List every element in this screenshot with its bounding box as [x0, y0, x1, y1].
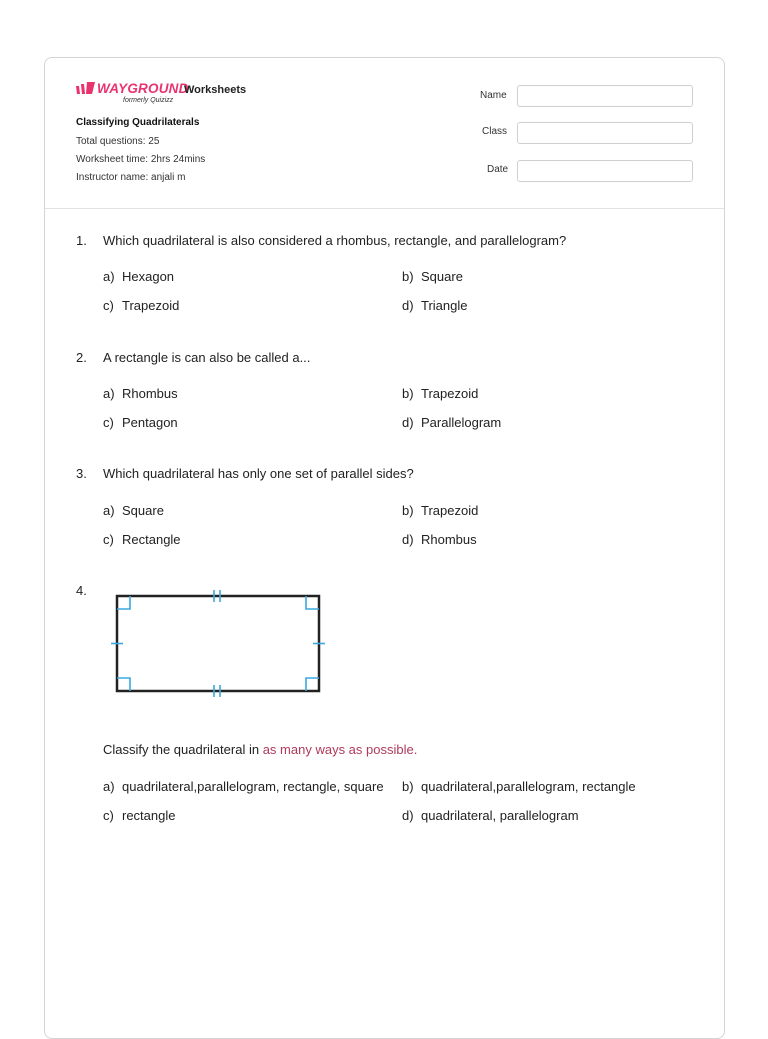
- rectangle-outline: [117, 596, 319, 691]
- option-text: quadrilateral,parallelogram, rectangle, square: [122, 779, 384, 794]
- option-1b[interactable]: [402, 269, 463, 284]
- right-angle-mark-bottom-left: [117, 678, 130, 691]
- section-label: Worksheets: [184, 84, 247, 96]
- option-letter: c): [103, 808, 114, 823]
- name-label: Name: [480, 90, 507, 101]
- question-text: Which quadrilateral has only one set of parallel sides?: [103, 466, 414, 481]
- logo-mark-icon: [76, 82, 96, 95]
- option-4d[interactable]: [402, 808, 579, 823]
- option-letter: c): [103, 532, 114, 547]
- option-3d[interactable]: [402, 532, 477, 547]
- question-text: Which quadrilateral is also considered a rhombus, rectangle, and parallelogram?: [103, 233, 567, 248]
- worksheet-page: [44, 57, 725, 1039]
- question-number: 3.: [76, 466, 87, 481]
- option-4b[interactable]: [402, 779, 636, 794]
- option-text: Square: [421, 269, 463, 284]
- option-2d[interactable]: [402, 415, 501, 430]
- option-text: Parallelogram: [421, 415, 502, 430]
- question-number: 1.: [76, 233, 87, 248]
- worksheet-time: Worksheet time: 2hrs 24mins: [76, 154, 206, 165]
- date-field[interactable]: [517, 160, 693, 182]
- option-3c[interactable]: [103, 532, 181, 547]
- brand-name: WAYGROUND: [97, 81, 189, 96]
- option-text: Rhombus: [421, 532, 477, 547]
- question-number: 2.: [76, 350, 87, 365]
- option-letter: d): [402, 298, 414, 313]
- question-text-prefix: Classify the quadrilateral in: [103, 742, 263, 757]
- option-3a[interactable]: [103, 503, 164, 518]
- question-text: [103, 742, 417, 757]
- option-4a[interactable]: [103, 779, 384, 794]
- class-label: Class: [482, 126, 508, 137]
- option-letter: d): [402, 415, 414, 430]
- option-text: quadrilateral,parallelogram, rectangle: [421, 779, 636, 794]
- option-text: Rectangle: [122, 532, 181, 547]
- option-text: rectangle: [122, 808, 176, 823]
- brand-subtitle: formerly Quizizz: [123, 97, 174, 104]
- option-text: Square: [122, 503, 164, 518]
- instructor-name: Instructor name: anjali m: [76, 172, 186, 183]
- option-letter: a): [103, 269, 115, 284]
- question-text: A rectangle is can also be called a...: [103, 350, 311, 365]
- option-2c[interactable]: [103, 415, 178, 430]
- option-3b[interactable]: [402, 503, 478, 518]
- class-field[interactable]: [517, 122, 693, 144]
- option-letter: d): [402, 532, 414, 547]
- option-letter: c): [103, 415, 114, 430]
- option-text: Triangle: [421, 298, 468, 313]
- right-angle-mark-bottom-right: [306, 678, 319, 691]
- rectangle-figure: [109, 588, 329, 700]
- total-questions: Total questions: 25: [76, 136, 160, 147]
- option-text: Hexagon: [122, 269, 175, 284]
- option-1d[interactable]: [402, 298, 467, 313]
- question-number: 4.: [76, 583, 87, 598]
- option-text: Rhombus: [122, 386, 178, 401]
- option-2a[interactable]: [103, 386, 178, 401]
- option-1c[interactable]: [103, 298, 179, 313]
- wayground-logo: [76, 81, 189, 105]
- right-angle-mark-top-left: [117, 596, 130, 609]
- option-letter: d): [402, 808, 414, 823]
- option-letter: b): [402, 269, 414, 284]
- option-letter: b): [402, 779, 414, 794]
- right-angle-mark-top-right: [306, 596, 319, 609]
- name-field[interactable]: [517, 85, 693, 107]
- option-4c[interactable]: [103, 808, 175, 823]
- option-letter: b): [402, 503, 414, 518]
- option-text: Trapezoid: [122, 298, 180, 313]
- question-text-highlight: as many ways as possible.: [262, 742, 418, 757]
- option-letter: c): [103, 298, 114, 313]
- option-1a[interactable]: [103, 269, 174, 284]
- option-letter: b): [402, 386, 414, 401]
- worksheet-header: [45, 58, 724, 209]
- option-text: Pentagon: [122, 415, 178, 430]
- date-label: Date: [487, 164, 509, 175]
- worksheet-title: Classifying Quadrilaterals: [76, 117, 200, 128]
- option-2b[interactable]: [402, 386, 478, 401]
- option-letter: a): [103, 779, 115, 794]
- option-letter: a): [103, 386, 115, 401]
- option-text: Trapezoid: [421, 503, 479, 518]
- option-text: quadrilateral, parallelogram: [421, 808, 579, 823]
- option-letter: a): [103, 503, 115, 518]
- option-text: Trapezoid: [421, 386, 479, 401]
